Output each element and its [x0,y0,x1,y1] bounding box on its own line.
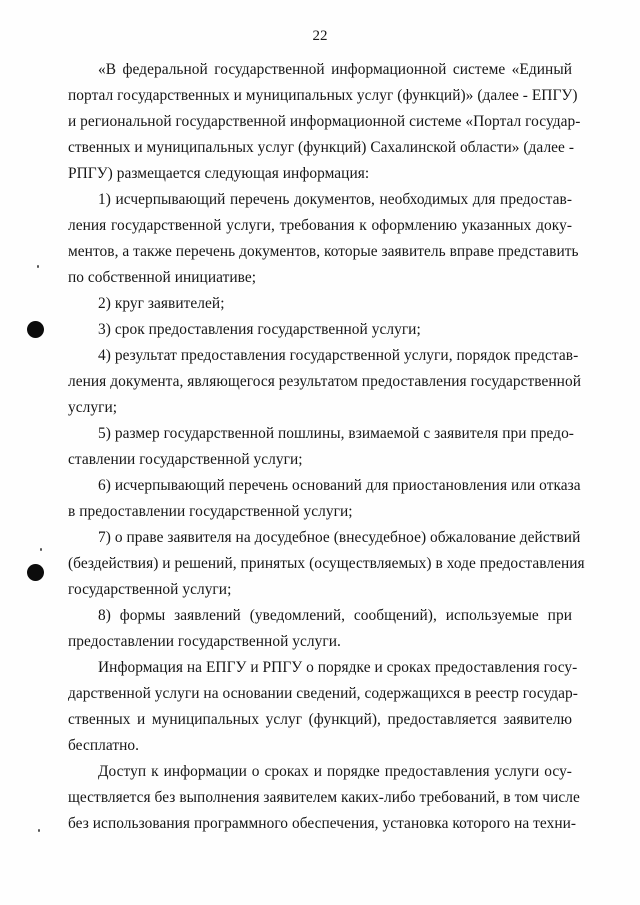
text-line: ственных и муниципальных услуг (функций), предоставляется заявителю [68,711,572,728]
text-line: предоставлении государственной услуги. [68,633,341,650]
text-line: 5) размер государственной пошлины, взимаемой с заявителя при предо- [98,425,574,442]
text-line: 1) исчерпывающий перечень документов, необходимых для предостав- [98,191,572,208]
text-line: РПГУ) размещается следующая информация: [68,165,370,182]
text-line: услуги; [68,399,118,416]
text-line: Информация на ЕПГУ и РПГУ о порядке и сроках предоставления госу- [98,659,578,676]
text-line: 4) результат предоставления государственной услуги, порядок представ- [98,347,579,364]
text-line: (бездействия) и решений, принятых (осуществляемых) в ходе предоставления [68,555,585,572]
scan-speck [40,548,42,551]
text-line: дарственной услуги на основании сведений, содержащихся в реестр государ- [68,685,578,702]
text-line: государственной услуги; [68,581,232,598]
text-line: ставлении государственной услуги; [68,451,303,468]
text-line: ления государственной услуги, требования к оформлению указанных доку- [68,217,572,234]
text-line: «В федеральной государственной информационной системе «Единый [98,61,572,78]
text-line: ществляется без выполнения заявителем каких-либо требований, в том числе [68,789,580,806]
text-line: 6) исчерпывающий перечень оснований для приостановления или отказа [98,477,581,494]
binder-hole-bottom [27,564,44,581]
text-line: Доступ к информации о сроках и порядке предоставления услуги осу- [98,763,572,780]
scan-speck [38,829,40,832]
text-line: бесплатно. [68,737,140,754]
text-line: 2) круг заявителей; [98,295,225,312]
text-line: 8) формы заявлений (уведомлений, сообщений), используемые при [98,607,572,624]
text-line: ственных и муниципальных услуг (функций) Сахалинской области» (далее - [68,139,575,156]
text-line: в предоставлении государственной услуги; [68,503,353,520]
text-line: по собственной инициативе; [68,269,257,286]
text-line: ментов, а также перечень документов, которые заявитель вправе представить [68,243,579,260]
scan-speck [37,265,39,268]
page-number: 22 [312,28,328,44]
text-line: без использования программного обеспечения, установка которого на техни- [68,815,577,832]
text-line: 3) срок предоставления государственной услуги; [98,321,421,338]
text-line: портал государственных и муниципальных услуг (функций)» (далее - ЕПГУ) [68,87,578,104]
text-line: и региональной государственной информационной системе «Портал государ- [68,113,581,130]
text-line: 7) о праве заявителя на досудебное (внесудебное) обжалование действий [98,529,581,546]
binder-hole-top [27,321,44,338]
text-line: ления документа, являющегося результатом предоставления государственной [68,373,582,390]
